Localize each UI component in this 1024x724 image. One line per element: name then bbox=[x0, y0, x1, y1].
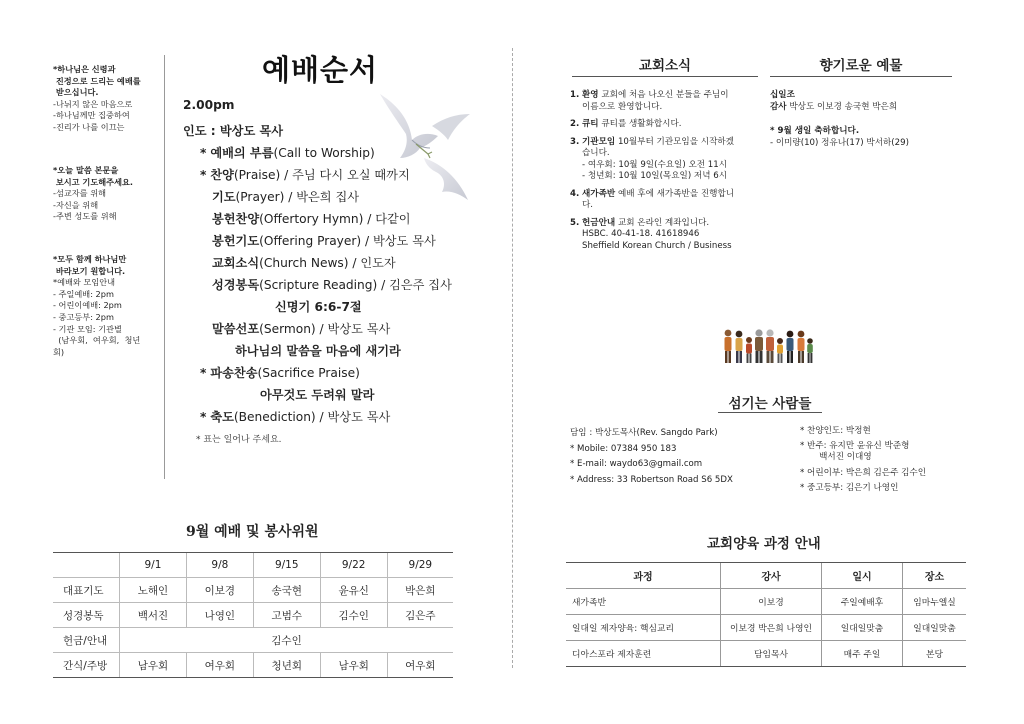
table-cell: 여우회 bbox=[186, 653, 253, 678]
news-sub: HSBC. 40-41-18. 41618946 bbox=[582, 229, 700, 239]
birthday-names: - 이미량(10) 정유나(17) 박서하(29) bbox=[770, 137, 909, 148]
sidebar-line: 보시고 기도해주세요. bbox=[53, 176, 133, 187]
thanks-label: 감사 bbox=[770, 101, 787, 112]
dove-illustration bbox=[372, 88, 482, 208]
table-cell: 박은희 bbox=[387, 578, 453, 603]
row-label: 헌금/안내 bbox=[53, 628, 120, 653]
sacrifice-hymn-title: 아무것도 두려워 말라 bbox=[260, 388, 375, 402]
col-header: 장소 bbox=[903, 563, 967, 589]
news-text: 교회 온라인 계좌입니다. bbox=[615, 217, 710, 228]
news-num: 1. bbox=[570, 90, 580, 100]
education-table bbox=[566, 562, 966, 667]
table-row bbox=[566, 641, 966, 667]
news-item bbox=[570, 137, 770, 183]
order-item-key: 말씀선포 bbox=[212, 322, 260, 336]
table-row bbox=[53, 628, 453, 653]
order-offering-prayer bbox=[212, 232, 436, 249]
order-sermon bbox=[212, 320, 390, 337]
servant-roles bbox=[800, 426, 926, 494]
order-item-key: 봉헌찬양 bbox=[212, 212, 260, 226]
asterisk-icon: * bbox=[200, 168, 207, 182]
order-item-value: (Praise) / 주님 다시 오실 때까지 bbox=[233, 168, 410, 182]
sidebar-line: - 중고등부: 2pm bbox=[53, 311, 114, 322]
table-cell: 디아스포라 제자훈련 bbox=[566, 641, 721, 667]
table-cell: 이보경 bbox=[186, 578, 253, 603]
sidebar-line: 바라보기 원합니다. bbox=[53, 265, 126, 276]
sidebar-line: *오늘 말씀 본문을 bbox=[53, 165, 119, 175]
news-sub: 다. bbox=[582, 200, 594, 210]
col-header: 과정 bbox=[566, 563, 721, 589]
news-title: 환영 bbox=[582, 90, 599, 100]
service-time-text: 2.00pm bbox=[183, 98, 235, 112]
asterisk-icon: * bbox=[200, 146, 207, 160]
offering-rule bbox=[770, 76, 952, 77]
col-header: 강사 bbox=[721, 563, 822, 589]
table-cell: 노해인 bbox=[120, 578, 187, 603]
servants-title: 섬기는 사람들 bbox=[728, 396, 812, 412]
table-cell: 일대일맞춤 bbox=[822, 615, 903, 641]
news-text: 10월부터 기관모임을 시작하겠 bbox=[615, 136, 734, 147]
table-cell: 고범수 bbox=[253, 603, 320, 628]
people-illustration bbox=[722, 327, 814, 367]
table-row bbox=[566, 615, 966, 641]
news-num: 4. bbox=[570, 188, 580, 199]
order-call-to-worship bbox=[200, 144, 375, 161]
servants-rule bbox=[718, 412, 822, 413]
table-cell: 본당 bbox=[903, 641, 967, 667]
order-item-value: (Offering Prayer) / 박상도 목사 bbox=[259, 234, 436, 248]
table-cell: 윤유신 bbox=[320, 578, 387, 603]
row-label: 성경봉독 bbox=[53, 603, 120, 628]
order-sacrifice-praise bbox=[200, 364, 360, 381]
sidebar-line: -섬교자를 위해 bbox=[53, 188, 107, 199]
sidebar-divider bbox=[164, 55, 165, 479]
order-item-key: 성경봉독 bbox=[212, 278, 260, 292]
asterisk-icon: * bbox=[200, 410, 207, 424]
offering-title: 향기로운 예물 bbox=[819, 58, 903, 74]
table-cell: 청년회 bbox=[253, 653, 320, 678]
role-line: 백서진 이대영 bbox=[800, 452, 872, 463]
sermon-title: 하나님의 말씀을 마음에 새기라 bbox=[235, 344, 401, 358]
table-cell: 일대일맞춤 bbox=[903, 615, 967, 641]
table-cell-empty bbox=[53, 553, 120, 578]
order-offertory bbox=[212, 210, 411, 227]
sidebar-line: 진정으로 드리는 예배를 bbox=[53, 75, 141, 86]
news-title: 새가족반 bbox=[582, 188, 616, 199]
table-cell: 주일예배후 bbox=[822, 589, 903, 615]
table-row bbox=[53, 578, 453, 603]
table-cell: 임마누엘실 bbox=[903, 589, 967, 615]
schedule-table bbox=[53, 552, 453, 678]
table-row bbox=[53, 603, 453, 628]
sidebar-line: -자신을 위해 bbox=[53, 199, 99, 210]
order-item-key: 찬양 bbox=[210, 168, 234, 182]
tithe-label: 십일조 bbox=[770, 90, 795, 100]
order-item-value: (Scripture Reading) / 김은주 집사 bbox=[259, 278, 452, 292]
news-text: 예배 후에 새가족반을 진행합니 bbox=[615, 188, 735, 199]
role-line: * 반주: 유지만 윤유신 박준형 bbox=[800, 441, 910, 452]
date-header: 9/15 bbox=[253, 553, 320, 578]
order-item-value: (Call to Worship) bbox=[273, 146, 375, 160]
church-news-rule bbox=[572, 76, 758, 77]
news-sub: 습니다. bbox=[582, 148, 610, 158]
scripture-reference: 신명기 6:6-7절 bbox=[275, 300, 362, 314]
news-text: 큐티를 생활화합시다. bbox=[598, 119, 682, 129]
sidebar-line: - 기관 모임: 기관별 bbox=[53, 323, 122, 334]
thanks-names: 박상도 이보경 송국현 박은희 bbox=[786, 101, 898, 112]
sidebar-prayer-note bbox=[53, 165, 161, 223]
sidebar-line: - 어린이예배: 2pm bbox=[53, 300, 122, 311]
order-item-key: 교회소식 bbox=[212, 256, 260, 270]
contact-line: * Mobile: 07384 950 183 bbox=[570, 443, 677, 454]
contact-line: 담임 : 박상도목사(Rev. Sangdo Park) bbox=[570, 428, 718, 438]
sidebar-line: -주변 성도를 위해 bbox=[53, 211, 117, 222]
contact-line: * E-mail: waydo63@gmail.com bbox=[570, 459, 703, 470]
news-sub: - 여우회: 10월 9일(수요일) 오전 11시 bbox=[582, 159, 728, 170]
service-leader bbox=[183, 122, 283, 139]
order-item-key: 봉헌기도 bbox=[212, 234, 260, 248]
thanks-line bbox=[770, 102, 960, 114]
order-benediction bbox=[200, 408, 390, 425]
news-sub: - 청년회: 10월 10일(목요일) 저녁 6시 bbox=[582, 171, 728, 181]
standing-note: * 표는 일어나 주세요. bbox=[196, 435, 282, 445]
order-item-key: 파송찬송 bbox=[210, 366, 258, 380]
table-cell: 이보경 박은희 나영인 bbox=[721, 615, 822, 641]
news-title: 헌금안내 bbox=[582, 217, 616, 228]
table-cell: 일대일 제자양육: 핵심교리 bbox=[566, 615, 721, 641]
order-praise bbox=[200, 166, 410, 183]
news-num: 5. bbox=[570, 217, 580, 228]
table-cell: 백서진 bbox=[120, 603, 187, 628]
table-cell: 여우회 bbox=[387, 653, 453, 678]
service-order-title: 예배순서 bbox=[262, 53, 379, 87]
table-header-row bbox=[53, 553, 453, 578]
page-fold-divider bbox=[512, 48, 513, 668]
schedule-title: 9월 예배 및 봉사위원 bbox=[186, 524, 319, 540]
news-title: 큐티 bbox=[582, 119, 599, 129]
row-label: 대표기도 bbox=[53, 578, 120, 603]
table-cell: 나영인 bbox=[186, 603, 253, 628]
education-title: 교회양육 과정 안내 bbox=[707, 536, 821, 552]
sidebar-meeting-info bbox=[53, 254, 161, 358]
role-line: * 중고등부: 김은기 나영인 bbox=[800, 482, 899, 493]
church-news-list bbox=[570, 90, 770, 252]
table-row bbox=[53, 653, 453, 678]
contact-line: * Address: 33 Robertson Road S6 5DX bbox=[570, 474, 733, 485]
table-cell: 매주 주일 bbox=[822, 641, 903, 667]
order-item-key: 축도 bbox=[210, 410, 234, 424]
news-num: 2. bbox=[570, 119, 580, 129]
sidebar-line: -진리가 나를 이끄는 bbox=[53, 121, 125, 132]
sidebar-line: 받으십니다. bbox=[53, 87, 99, 98]
date-header: 9/29 bbox=[387, 553, 453, 578]
table-cell: 김은주 bbox=[387, 603, 453, 628]
news-item bbox=[570, 90, 770, 113]
table-cell: 남우회 bbox=[120, 653, 187, 678]
sidebar-line: - 주일예배: 2pm bbox=[53, 288, 114, 299]
table-header-row bbox=[566, 563, 966, 589]
table-cell: 새가족반 bbox=[566, 589, 721, 615]
sidebar-line: *하나님은 신령과 bbox=[53, 64, 116, 74]
order-scripture-reading bbox=[212, 276, 452, 293]
role-line: * 어린이부: 박은희 김은주 김수인 bbox=[800, 467, 927, 478]
news-item bbox=[570, 119, 770, 131]
news-num: 3. bbox=[570, 136, 580, 147]
order-item-value: (Offertory Hymn) / 다같이 bbox=[259, 212, 411, 226]
pastor-contact bbox=[570, 426, 733, 488]
order-item-key: 예배의 부름 bbox=[210, 146, 274, 160]
order-item-value: (Prayer) / 박은희 집사 bbox=[235, 190, 359, 204]
order-prayer bbox=[212, 188, 359, 205]
row-label: 간식/주방 bbox=[53, 653, 120, 678]
date-header: 9/22 bbox=[320, 553, 387, 578]
order-item-value: (Sacrifice Praise) bbox=[257, 366, 360, 380]
service-leader-text: 인도 : 박상도 목사 bbox=[183, 124, 284, 138]
order-item-value: (Benediction) / 박상도 목사 bbox=[233, 410, 391, 424]
table-cell: 이보경 bbox=[721, 589, 822, 615]
asterisk-icon: * bbox=[200, 366, 207, 380]
order-item-key: 기도 bbox=[212, 190, 236, 204]
sidebar-line: *모두 함께 하나님만 bbox=[53, 254, 127, 264]
sidebar-line: (남우회, 여우회, 청년 bbox=[53, 335, 141, 346]
news-text: 교회에 처음 나오신 분들을 주님이 bbox=[598, 90, 729, 100]
date-header: 9/8 bbox=[186, 553, 253, 578]
service-time bbox=[183, 98, 235, 112]
table-cell: 담임목사 bbox=[721, 641, 822, 667]
news-item bbox=[570, 218, 770, 253]
news-sub: 이름으로 환영합니다. bbox=[582, 101, 663, 112]
sidebar-line: -하나님께만 집중하여 bbox=[53, 110, 130, 121]
order-church-news bbox=[212, 254, 396, 271]
sidebar-line: *예배와 모임안내 bbox=[53, 277, 116, 288]
table-cell-merged: 김수인 bbox=[120, 628, 454, 653]
news-title: 기관모임 bbox=[582, 136, 616, 147]
offering-list bbox=[770, 90, 960, 149]
table-cell: 남우회 bbox=[320, 653, 387, 678]
col-header: 일시 bbox=[822, 563, 903, 589]
news-item bbox=[570, 189, 770, 212]
sidebar-worship-note bbox=[53, 64, 161, 134]
news-sub: Sheffield Korean Church / Business bbox=[582, 240, 732, 251]
table-cell: 송국현 bbox=[253, 578, 320, 603]
order-item-value: (Church News) / 인도자 bbox=[259, 256, 396, 270]
church-news-title: 교회소식 bbox=[638, 58, 692, 74]
date-header: 9/1 bbox=[120, 553, 187, 578]
role-line: * 찬양인도: 박정현 bbox=[800, 426, 871, 436]
table-cell: 김수인 bbox=[320, 603, 387, 628]
table-row bbox=[566, 589, 966, 615]
birthday-heading: * 9월 생일 축하합니다. bbox=[770, 126, 860, 136]
sidebar-line: -나뉘지 않은 마음으로 bbox=[53, 98, 133, 109]
sidebar-line: 회) bbox=[53, 346, 65, 357]
order-item-value: (Sermon) / 박상도 목사 bbox=[259, 322, 391, 336]
